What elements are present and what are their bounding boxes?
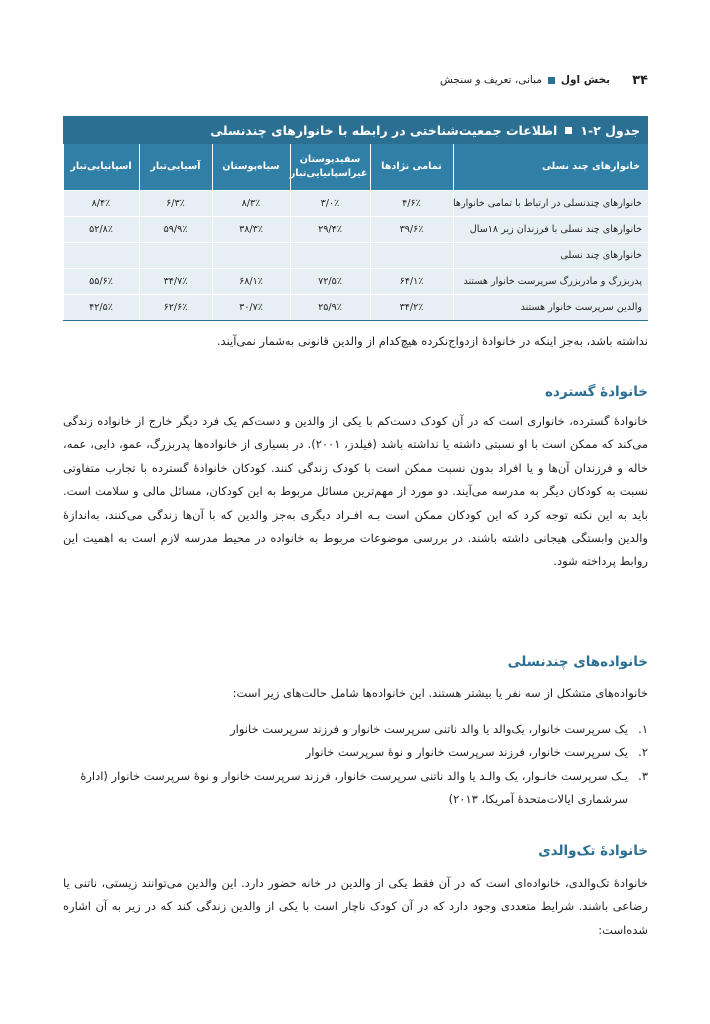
table-cell (139, 243, 212, 269)
table-cell: ۸/۳٪ (212, 191, 290, 217)
list-text: یک سرپرست خانوار، یک‌والد یا والد ناتنی سرپرست خانوار و فرزند سرپرست خانوار (230, 722, 628, 736)
list-item (63, 718, 648, 741)
table-cell: ۲۵/۹٪ (290, 295, 370, 321)
page-number: ۳۴ (632, 72, 648, 88)
square-bullet-icon (565, 127, 572, 134)
column-header: تمامی نژادها (370, 144, 453, 191)
list-item (63, 765, 648, 812)
running-header (62, 70, 648, 90)
heading-multigenerational-family: خانواده‌های چندنسلی (507, 654, 648, 670)
list-text: یک سرپرست خانوار، فرزند سرپرست خانوار و نوهٔ سرپرست خانوار (305, 745, 628, 760)
table-cell: ۲۹/۴٪ (290, 217, 370, 243)
list-item (63, 741, 648, 764)
table-cell: ۷۲/۵٪ (290, 269, 370, 295)
table-cell: ۳۴/۷٪ (139, 269, 212, 295)
square-bullet-icon (548, 77, 555, 84)
column-header (290, 144, 370, 191)
table-cell (212, 243, 290, 269)
list-number: ۲. (638, 745, 648, 760)
table-cell: ۳۴/۲٪ (370, 295, 453, 321)
table-caption (63, 116, 648, 144)
row-label: پدربزرگ و مادربزرگ سرپرست خانوار هستند (453, 269, 648, 295)
table-cell: ۴/۶٪ (370, 191, 453, 217)
column-header: آسیایی‌تبار (139, 144, 212, 191)
table-row (63, 217, 648, 243)
row-label: خانوارهای چندنسلی در ارتباط با تمامی خانوارها (453, 191, 648, 217)
column-header-line: سفیدپوستان (299, 153, 361, 165)
table-cell: ۵۲/۸٪ (63, 217, 139, 243)
multigenerational-intro: خانواده‌های متشکل از سه نفر یا بیشتر هستند. این خانواده‌ها شامل حالت‌های زیر است: (232, 686, 648, 700)
table-cell: ۸/۴٪ (63, 191, 139, 217)
section-label: مبانی، تعریف و سنجش (440, 74, 542, 86)
single-parent-paragraph: خانوادهٔ تک‌والدی، خانواده‌ای است که در آن فقط یکی از والدین در خانه حضور دارد. این والدین می‌توانند زیستی، ناتنی یا رضاعی باشند. شرایط متعددی وجود دارد که در آن کودک ناچار است با یکی از والدین زندگی کند که در زیر به آن اشاره شده‌است: (63, 876, 648, 937)
table-cell: ۳۹/۶٪ (370, 217, 453, 243)
table-cell: ۵۵/۶٪ (63, 269, 139, 295)
column-header: خانوارهای چند نسلی (453, 144, 648, 191)
table-row (63, 191, 648, 217)
table-header-row (63, 144, 648, 191)
table-title: اطلاعات جمعیت‌شناختی در رابطه با خانوارهای چندنسلی (210, 122, 558, 138)
column-header: اسپانیایی‌تبار (63, 144, 139, 191)
list-text: یـک سرپرست خانـوار، یک والـد یا والد ناتنی سرپرست خانوار، فرزند سرپرست خانوار و نوهٔ سرپرست خانوار (ادارهٔ سرشماری ایالات‌متحدهٔ آمریکا، ۲۰۱۳) (80, 768, 628, 807)
table-cell (290, 243, 370, 269)
list-number: ۱. (638, 722, 648, 736)
heading-single-parent-family: خانوادهٔ تک‌والدی (538, 843, 648, 859)
table-cell: ۵۹/۹٪ (139, 217, 212, 243)
heading-extended-family: خانوادهٔ گسترده (545, 384, 648, 400)
table-cell: ۳۰/۷٪ (212, 295, 290, 321)
table-row (63, 295, 648, 321)
intro-paragraph: نداشته باشد، به‌جز اینکه در خانوادهٔ ازدواج‌نکرده هیچ‌کدام از والدین قانونی به‌شمار نمی‌آیند. (216, 334, 648, 348)
table-cell: ۴۲/۵٪ (63, 295, 139, 321)
demographics-table (63, 116, 648, 321)
table-cell (370, 243, 453, 269)
table-cell (63, 243, 139, 269)
table-cell: ۶/۳٪ (139, 191, 212, 217)
row-label: خانوارهای چند نسلی با فرزندان زیر ۱۸سال (453, 217, 648, 243)
column-header: سیاه‌پوستان (212, 144, 290, 191)
table-cell: ۶۲/۶٪ (139, 295, 212, 321)
column-header-line: غیراسپانیایی‌تبار (289, 168, 368, 179)
table-cell: ۳/۰٪ (290, 191, 370, 217)
table-cell: ۶۸/۱٪ (212, 269, 290, 295)
table-cell: ۶۴/۱٪ (370, 269, 453, 295)
part-label: بخش اول (560, 74, 611, 86)
table-row (63, 269, 648, 295)
row-label: والدین سرپرست خانوار هستند (453, 295, 648, 321)
row-label: خانوارهای چند نسلی (453, 243, 648, 269)
extended-family-paragraph: خانوادهٔ گسترده، خانواری است که در آن کودک دست‌کم با یکی از والدین و دست‌کم یک فرد دیگر خارج از خانواده زندگی می‌کند که ممکن است با او نسبتی داشته یا نداشته باشد (فیلدز، ۲۰۰۱). در بسیاری از خانواده‌ها پدربزرگ، عمو، دایی، عمه، خاله و فرزندان آن‌ها و یا افراد بدون نسبت ممکن است با کودک زندگی کنند. کودکان خانوادهٔ گسترده با تجارب متفاوتی نسبت به کودکان دیگر به مدرسه می‌آیند. دو مورد از مهم‌ترین مسائل مربوط به این کودکان، مسائل مالی و سلامت است. باید به این نکته توجه کرد که این کودکان ممکن است بـه افـراد دیگری به‌جز والدین که با آن‌ها زندگی می‌کنند، به‌اندازهٔ والدین وابستگی هیجانی داشته باشند. در بررسی موضوعات مربوط به خانواده در محیط مدرسه لازم است به اهمیت این روابط پرداخته شود. (63, 414, 648, 569)
list-number: ۳. (638, 768, 648, 783)
table-number: جدول ۲-۱ (580, 122, 640, 138)
table-row (63, 243, 648, 269)
table-cell: ۳۸/۳٪ (212, 217, 290, 243)
household-types-list (63, 718, 648, 812)
